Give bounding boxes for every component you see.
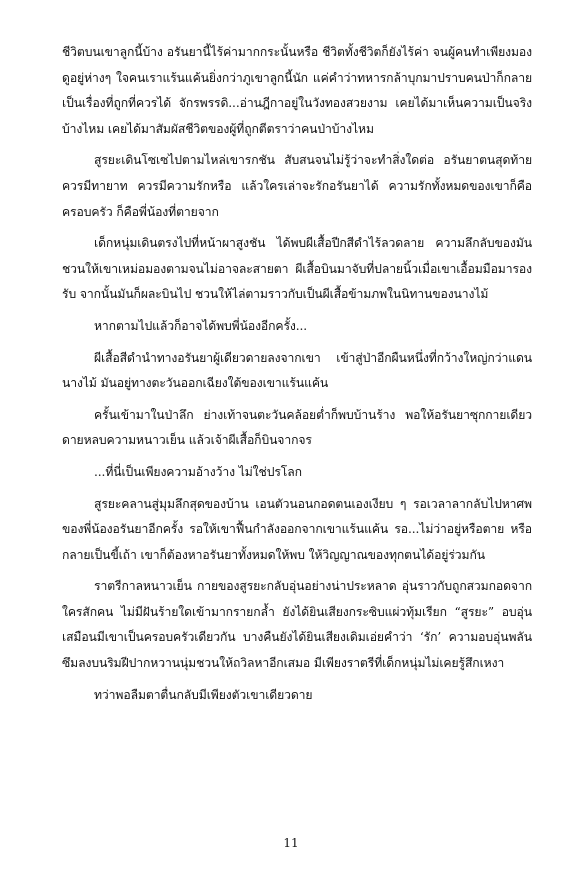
page-number: 11 [283, 836, 299, 850]
paragraph-8: สูรยะคลานสู่มุมลึกสุดของบ้าน เอนตัวนอนกอดตนเองเงียบ ๆ รอเวลาลากลับไปหาศพของพี่น้องอรันยาอีกครั้ง รอให้เขาฟื้นกำลังออกจากเขาแร้นแค้น รอ...ไม่ว่าอยู่หรือตาย หรือกลายเป็นขี้เถ้า เขาก็ต้องหาอรันยาทั้งหมดให้พบ ให้วิญญาณของทุกตนได้อยู่ร่วมกัน [62, 496, 532, 562]
body-text [62, 40, 532, 714]
paragraph-2: สูรยะเดินโซเซไปตามไหล่เขารกชัน สับสนจนไม่รู้ว่าจะทำสิ่งใดต่อ อรันยาตนสุดท้ายควรมีทายาท ควรมีความรักหรือ แล้วใครเล่าจะรักอรันยาได้ ความรักทั้งหมดของเขาก็คือครอบครัว ก็คือพี่น้องที่ตายจาก [62, 153, 532, 219]
paragraph-3: เด็กหนุ่มเดินตรงไปที่หน้าผาสูงชัน ได้พบผีเสื้อปีกสีดำไร้ลวดลาย ความลึกลับของมันชวนให้เขาเหม่อมองตามจนไม่อาจละสายตา ผีเสื้อบินมาจับที่ปลายนิ้วเมื่อเขาเอื้อมมือมารองรับ จากนั้นมันก็ผละบินไป ชวนให้ไล่ตามราวกับเป็นผีเสื้อข้ามภพในนิทานของนางไม้ [62, 236, 532, 302]
paragraph-4: หากตามไปแล้วก็อาจได้พบพี่น้องอีกครั้ง... [94, 318, 308, 333]
paragraph-7: ...ที่นี่เป็นเพียงความอ้างว้าง ไม่ใช่ปรโลก [94, 464, 302, 479]
paragraph-1: ชีวิตบนเขาลูกนี้บ้าง อรันยานี้ไร้ค่ามากกระนั้นหรือ ชีวิตทั้งชีวิตก็ยังไร้ค่า จนผู้คนทำเพียงมองดูอยู่ห่างๆ ใจคนเราแร้นแค้นยิ่งกว่าภูเขาลูกนี้นัก แค่คำว่าทหารกล้าบุกมาปราบคนป่าก็กลายเป็นเรื่องที่ถูกที่ควรได้ จักรพรรดิ...อ่านฎีกาอยู่ในวังทองสวยงาม เคยได้มาเห็นความเป็นจริงบ้างไหม เคยได้มาสัมผัสชีวิตของผู้ที่ถูกตีตราว่าคนป่าบ้างไหม [62, 45, 532, 136]
paragraph-6: ครั้นเข้ามาในป่าลึก ย่างเท้าจนตะวันคล้อยต่ำก็พบบ้านร้าง พอให้อรันยาซุกกายเดียวดายหลบความหนาวเย็น แล้วเจ้าผีเสื้อก็บินจากจร [62, 407, 532, 448]
paragraph-5: ผีเสื้อสีดำนำทางอรันยาผู้เดียวดายลงจากเขา เข้าสู่ป่าอีกผืนหนึ่งที่กว้างใหญ่กว่าแดนนางไม้ มันอยู่ทางตะวันออกเฉียงใต้ของเขาแร้นแค้น [62, 350, 532, 391]
paragraph-10: ทว่าพอลืมตาตื่นกลับมีเพียงตัวเขาเดียวดาย [94, 687, 313, 702]
paragraph-9: ราตรีกาลหนาวเย็น กายของสูรยะกลับอุ่นอย่างน่าประหลาด อุ่นราวกับถูกสวมกอดจากใครสักคน ไม่มีฝันร้ายใดเข้ามากรายกล้ำ ยังได้ยินเสียงกระซิบแผ่วทุ้มเรียก “สูรยะ” อบอุ่นเสมือนมีเขาเป็นครอบครัวเดียวกัน บางคืนยังได้ยินเสียงเดิมเอ่ยคำว่า ‘รัก’ ความอบอุ่นพลันซึมลงบนริมฝีปากหวานนุ่มชวนให้ถวิลหาอีกเสมอ มีเพียงราตรีที่เด็กหนุ่มไม่เคยรู้สึกเหงา [62, 579, 532, 671]
